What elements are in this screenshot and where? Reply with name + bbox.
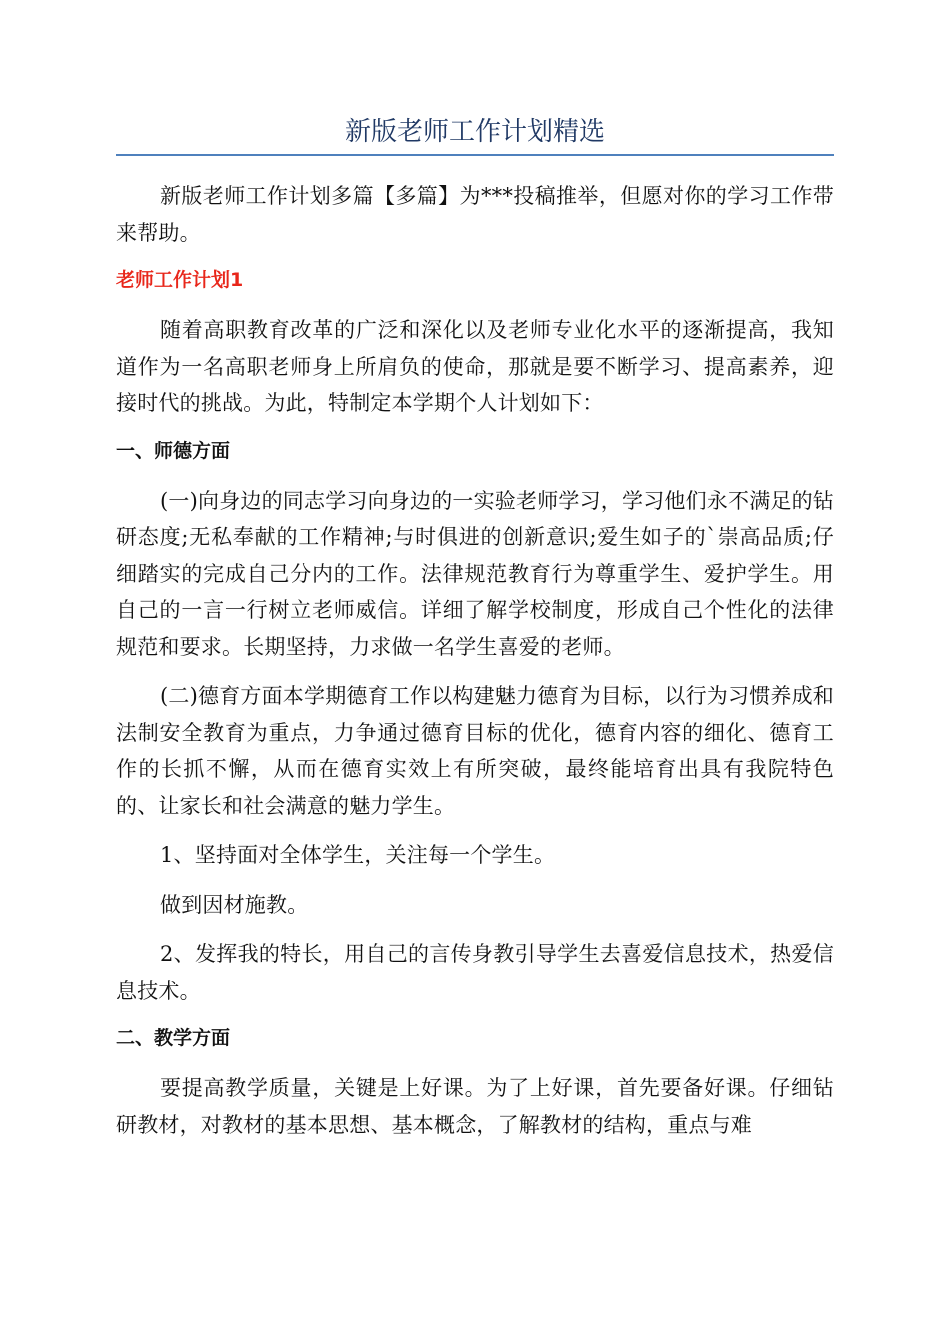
paragraph-5: 做到因材施教。 — [160, 892, 309, 917]
intro-paragraph: 新版老师工作计划多篇【多篇】为***投稿推举，但愿对你的学习工作带来帮助。 — [116, 184, 834, 245]
document-title: 新版老师工作计划精选 — [344, 117, 605, 147]
paragraph-3: (二)德育方面本学期德育工作以构建魅力德育为目标，以行为习惯养成和法制安全教育为重点，力争通过德育目标的优化，德育内容的细化、德育工作的长抓不懈，从而在德育实效上有所突破，最终能培育出具有我院特色的、让家长和社会满意的魅力学生。 — [116, 684, 834, 818]
title-divider — [116, 154, 834, 156]
heading-ethics: 一、师德方面 — [116, 439, 231, 462]
heading-teaching: 二、教学方面 — [116, 1027, 231, 1049]
paragraph-1: 随着高职教育改革的广泛和深化以及老师专业化水平的逐渐提高，我知道作为一名高职老师身上所肩负的使命，那就是要不断学习、提高素养，迎接时代的挑战。为此，特制定本学期个人计划如下： — [116, 318, 834, 415]
paragraph-2: (一)向身边的同志学习向身边的一实验老师学习，学习他们永不满足的钻研态度;无私奉献的工作精神;与时俱进的创新意识;爱生如子的`崇高品质;仔细踏实的完成自己分内的工作。法律规范教育行为尊重学生、爱护学生。用自己的一言一行树立老师威信。详细了解学校制度，形成自己个性化的法律规范和要求。长期坚持，力求做一名学生喜爱的老师。 — [116, 488, 834, 659]
paragraph-7: 要提高教学质量，关键是上好课。为了上好课，首先要备好课。仔细钻研教材，对教材的基本思想、基本概念，了解教材的结构，重点与难 — [116, 1076, 834, 1137]
paragraph-4: 1、坚持面对全体学生，关注每一个学生。 — [160, 843, 556, 867]
document-body — [116, 178, 834, 1143]
paragraph-6: 2、发挥我的特长，用自己的言传身教引导学生去喜爱信息技术，热爱信息技术。 — [116, 942, 834, 1003]
section-heading: 老师工作计划1 — [116, 269, 244, 291]
